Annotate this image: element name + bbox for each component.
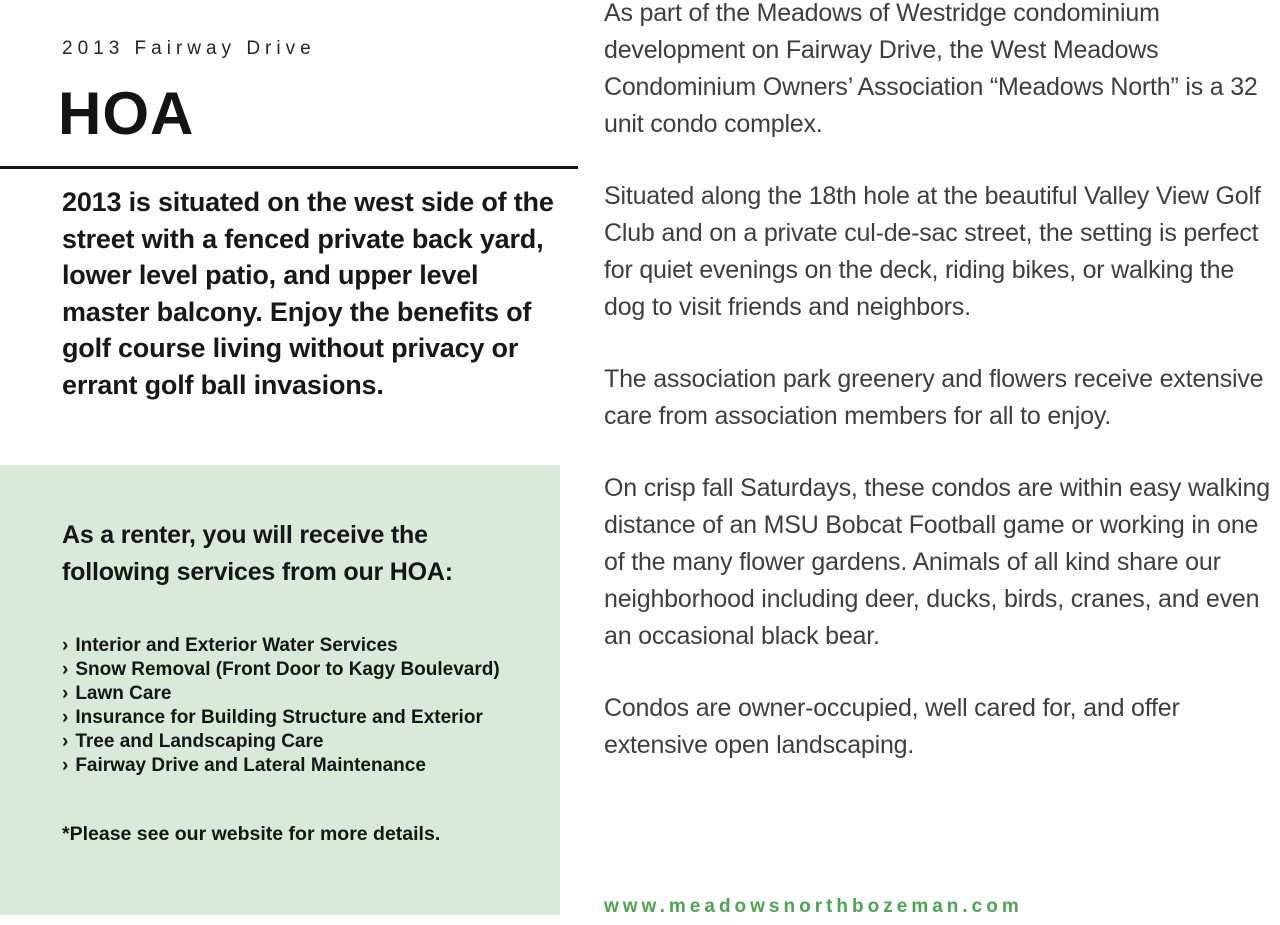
list-item [62, 682, 526, 706]
list-item [62, 730, 526, 754]
list-item [62, 658, 526, 682]
service-label: Lawn Care [75, 683, 172, 704]
property-description: 2013 is situated on the west side of the street with a fenced private back yard, lower level patio, and upper level master balcony. Enjoy the benefits of golf course living without privacy or errant golf ball invasions. [62, 187, 554, 400]
paragraph-activities: On crisp fall Saturdays, these condos are within easy walking distance of an MSU Bobcat Football game or working in one of the many flower gardens. Animals of all kind share our neighborhood including deer, ducks, birds, cranes, and even an occasional black bear. [604, 474, 1270, 650]
renter-services-heading: As a renter, you will receive the following services from our HOA: [62, 521, 453, 586]
renter-services-box [0, 465, 560, 915]
website-note: *Please see our website for more details. [62, 823, 441, 845]
paragraph-location: Situated along the 18th hole at the beautiful Valley View Golf Club and on a private cul-de-sac street, the setting is perfect for quiet evenings on the deck, riding bikes, or walking the dog to visit friends and neighbors. [604, 182, 1261, 321]
chevron-bullet-icon: › [62, 683, 69, 704]
paragraph-condition: Condos are owner-occupied, well cared for, and offer extensive open landscaping. [604, 694, 1180, 759]
list-item [62, 706, 526, 730]
chevron-bullet-icon: › [62, 755, 69, 776]
service-label: Tree and Landscaping Care [75, 731, 324, 752]
description-column [604, 0, 1280, 799]
website-link[interactable]: www.meadowsnorthbozeman.com [604, 896, 1023, 917]
services-list [62, 634, 526, 778]
service-label: Interior and Exterior Water Services [75, 635, 398, 656]
service-label: Fairway Drive and Lateral Maintenance [75, 755, 426, 776]
chevron-bullet-icon: › [62, 731, 69, 752]
service-label: Snow Removal (Front Door to Kagy Boulevard) [75, 659, 500, 680]
chevron-bullet-icon: › [62, 707, 69, 728]
divider-rule [0, 166, 578, 169]
list-item [62, 754, 526, 778]
paragraph-development: As part of the Meadows of Westridge condominium development on Fairway Drive, the West Meadows Condominium Owners’ Association “Meadows North” is a 32 unit condo complex. [604, 0, 1258, 138]
paragraph-greenery: The association park greenery and flowers receive extensive care from association members for all to enjoy. [604, 365, 1264, 430]
chevron-bullet-icon: › [62, 659, 69, 680]
service-label: Insurance for Building Structure and Exterior [75, 707, 483, 728]
property-address: 2013 Fairway Drive [62, 38, 316, 59]
chevron-bullet-icon: › [62, 635, 69, 656]
list-item [62, 634, 526, 658]
page-title: HOA [58, 80, 195, 147]
